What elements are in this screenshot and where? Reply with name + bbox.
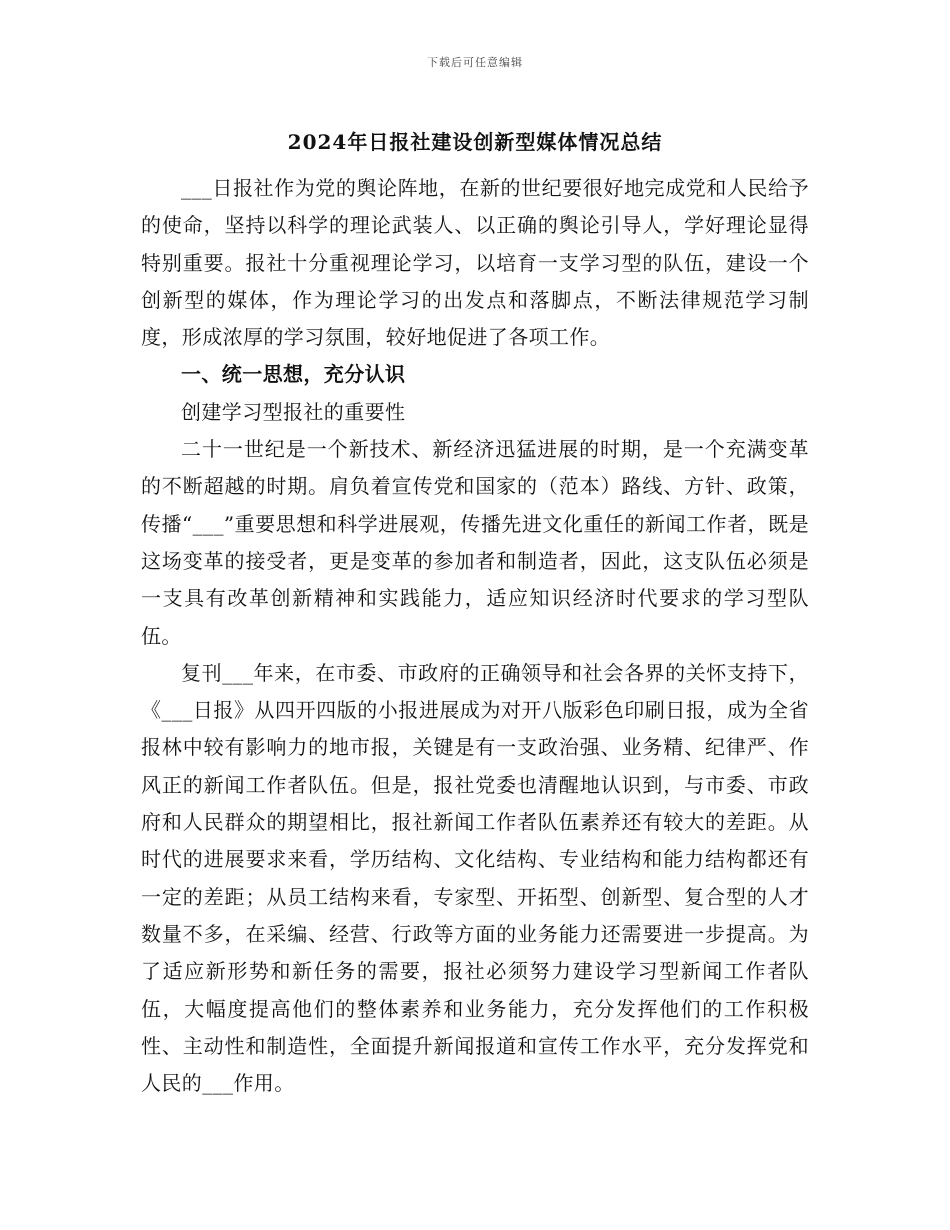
section-subheading: 创建学习型报社的重要性 (181, 399, 406, 424)
section-heading: 一、统一思想，充分认识 (181, 362, 406, 387)
document-title: 2024年日报社建设创新型媒体情况总结 (287, 130, 663, 154)
document-body (141, 170, 809, 1102)
header-note: 下载后可任意编辑 (427, 56, 523, 69)
body-paragraph: 二十一世纪是一个新技术、新经济迅猛进展的时期，是一个充满变革的不断超越的时期。肩负着宣传党和国家的（范本）路线、方针、政策，传播“___”重要思想和科学进展观，传播先进文化重任的新闻工作者，既是这场变革的接受者，更是变革的参加者和制造者，因此，这支队伍必须是一支具有改革创新精神和实践能力，适应知识经济时代要求的学习型队伍。 (141, 437, 809, 648)
intro-paragraph: ___日报社作为党的舆论阵地，在新的世纪要很好地完成党和人民给予的使命，坚持以科学的理论武装人、以正确的舆论引导人，学好理论显得特别重要。报社十分重视理论学习，以培育一支学习型的队伍，建设一个创新型的媒体，作为理论学习的出发点和落脚点，不断法律规范学习制度，形成浓厚的学习氛围，较好地促进了各项工作。 (141, 176, 809, 350)
body-paragraph: 复刊___年来，在市委、市政府的正确领导和社会各界的关怀支持下，《___日报》从四开四版的小报进展成为对开八版彩色印刷日报，成为全省报林中较有影响力的地市报，关键是有一支政治强、业务精、纪律严、作风正的新闻工作者队伍。但是，报社党委也清醒地认识到，与市委、市政府和人民群众的期望相比，报社新闻工作者队伍素养还有较大的差距。从时代的进展要求来看，学历结构、文化结构、专业结构和能力结构都还有一定的差距；从员工结构来看，专家型、开拓型、创新型、复合型的人才数量不多，在采编、经营、行政等方面的业务能力还需要进一步提高。为了适应新形势和新任务的需要，报社必须努力建设学习型新闻工作者队伍，大幅度提高他们的整体素养和业务能力，充分发挥他们的工作积极性、主动性和制造性，全面提升新闻报道和宣传工作水平，充分发挥党和人民的___作用。 (141, 660, 809, 1096)
